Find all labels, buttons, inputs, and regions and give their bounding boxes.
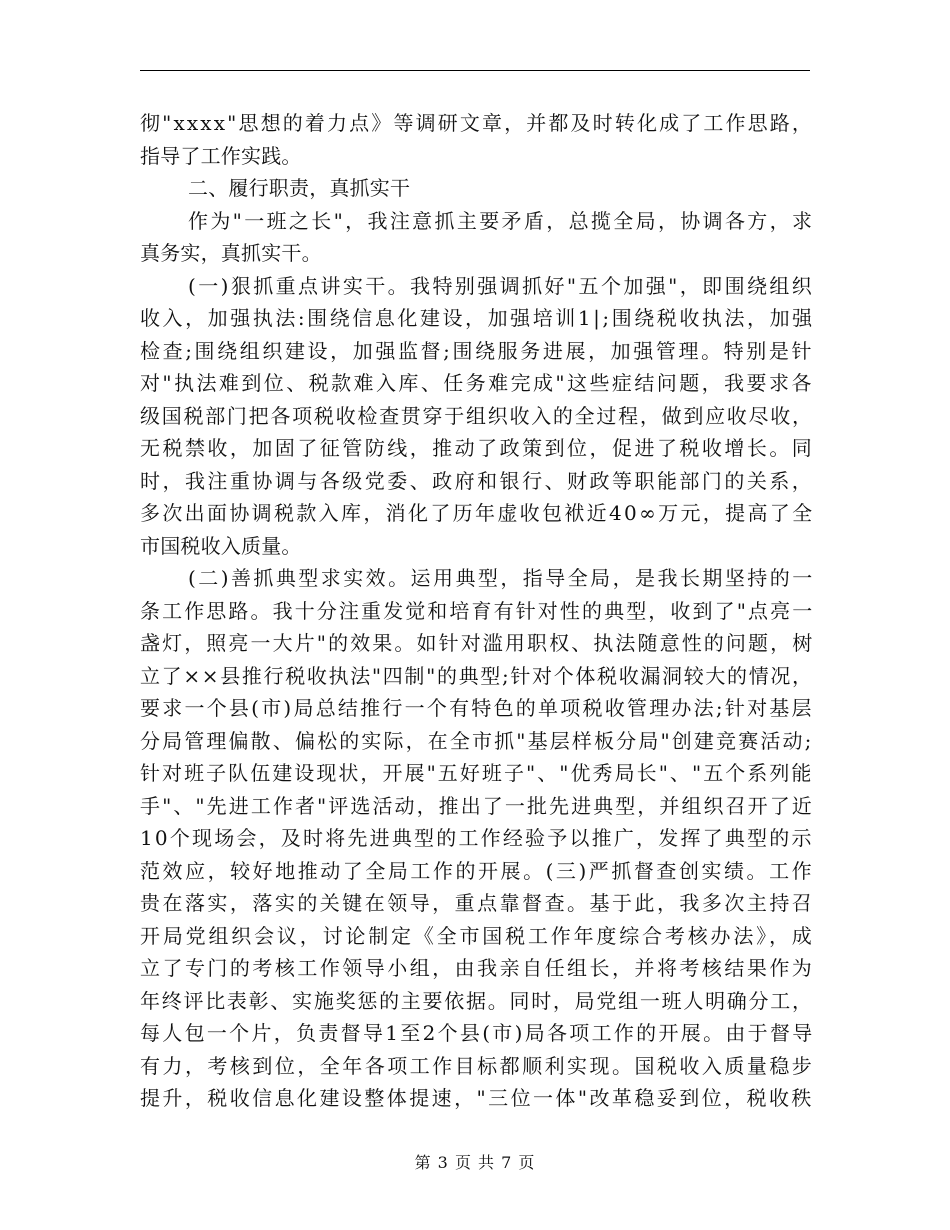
text-line: 10个现场会，及时将先进典型的工作经验予以推广，发挥了典型的示 (140, 826, 814, 850)
text-line: 贵在落实，落实的关键在领导，重点靠督查。基于此，我多次主持召 (140, 891, 815, 915)
text-line: 二、履行职责，真抓实干 (188, 176, 411, 200)
page-footer (0, 1152, 950, 1174)
text-line: 作为"一班之长"，我注意抓主要矛盾，总揽全局，协调各方，求 (188, 208, 815, 233)
text-line: 提升，税收信息化建设整体提速，"三位一体"改革稳妥到位，税收秩 (140, 1086, 814, 1110)
text-line: 对"执法难到位、税款难入库、任务难完成"这些症结问题，我要求各 (140, 371, 814, 395)
text-line: 立了专门的考核工作领导小组，由我亲自任组长，并将考核结果作为 (140, 956, 815, 980)
text-line: 检查;围绕组织建设，加强监督;围绕服务进展，加强管理。特别是针 (140, 338, 815, 363)
text-line: 收入，加强执法:围绕信息化建设，加强培训1|;围绕税收执法，加强 (140, 306, 815, 330)
header-rule (140, 70, 810, 71)
text-line: 要求一个县(市)局总结推行一个有特色的单项税收管理办法;针对基层 (140, 696, 814, 720)
text-line: 真务实，真抓实干。 (140, 241, 322, 265)
text-line: 针对班子队伍建设现状，开展"五好班子"、"优秀局长"、"五个系列能 (140, 761, 814, 785)
text-line: 市国税收入质量。 (140, 533, 302, 558)
document-body (140, 107, 820, 1115)
text-line: 范效应，较好地推动了全局工作的开展。(三)严抓督查创实绩。工作 (140, 858, 815, 883)
text-line: 条工作思路。我十分注重发觉和培育有针对性的典型，收到了"点亮一 (140, 598, 815, 623)
text-line: 开局党组织会议，讨论制定《全市国税工作年度综合考核办法》，成 (140, 923, 815, 948)
text-line: 无税禁收，加固了征管防线，推动了政策到位，促进了税收增长。同 (140, 436, 815, 460)
text-line: (一)狠抓重点讲实干。我特别强调抓好"五个加强"，即围绕组织 (188, 273, 815, 298)
text-line: 时，我注重协调与各级党委、政府和银行、财政等职能部门的关系， (140, 468, 815, 493)
text-line: 盏灯，照亮一大片"的效果。如针对滥用职权、执法随意性的问题，树 (140, 631, 815, 655)
text-line: 级国税部门把各项税收检查贯穿于组织收入的全过程，做到应收尽收， (140, 403, 814, 428)
text-line: 立了××县推行税收执法"四制"的典型;针对个体税收漏洞较大的情况， (140, 663, 814, 688)
text-line: 有力，考核到位，全年各项工作目标都顺利实现。国税收入质量稳步 (140, 1053, 815, 1078)
page-number: 第 3 页 共 7 页 (414, 1153, 536, 1172)
text-line: 彻"xxxx"思想的着力点》等调研文章，并都及时转化成了工作思路， (140, 111, 815, 135)
text-line: 指导了工作实践。 (140, 143, 302, 168)
text-line: 分局管理偏散、偏松的实际，在全市抓"基层样板分局"创建竞赛活动; (140, 728, 814, 753)
text-line: (二)善抓典型求实效。运用典型，指导全局，是我长期坚持的一 (188, 566, 815, 590)
text-line: 年终评比表彰、实施奖惩的主要依据。同时，局党组一班人明确分工， (140, 988, 814, 1013)
text-line: 多次出面协调税款入库，消化了历年虚收包袱近40∞万元，提高了全 (140, 501, 815, 525)
text-line: 手"、"先进工作者"评选活动，推出了一批先进典型，并组织召开了近 (140, 793, 814, 818)
text-line: 每人包一个片，负责督导1至2个县(市)局各项工作的开展。由于督导 (140, 1021, 815, 1045)
